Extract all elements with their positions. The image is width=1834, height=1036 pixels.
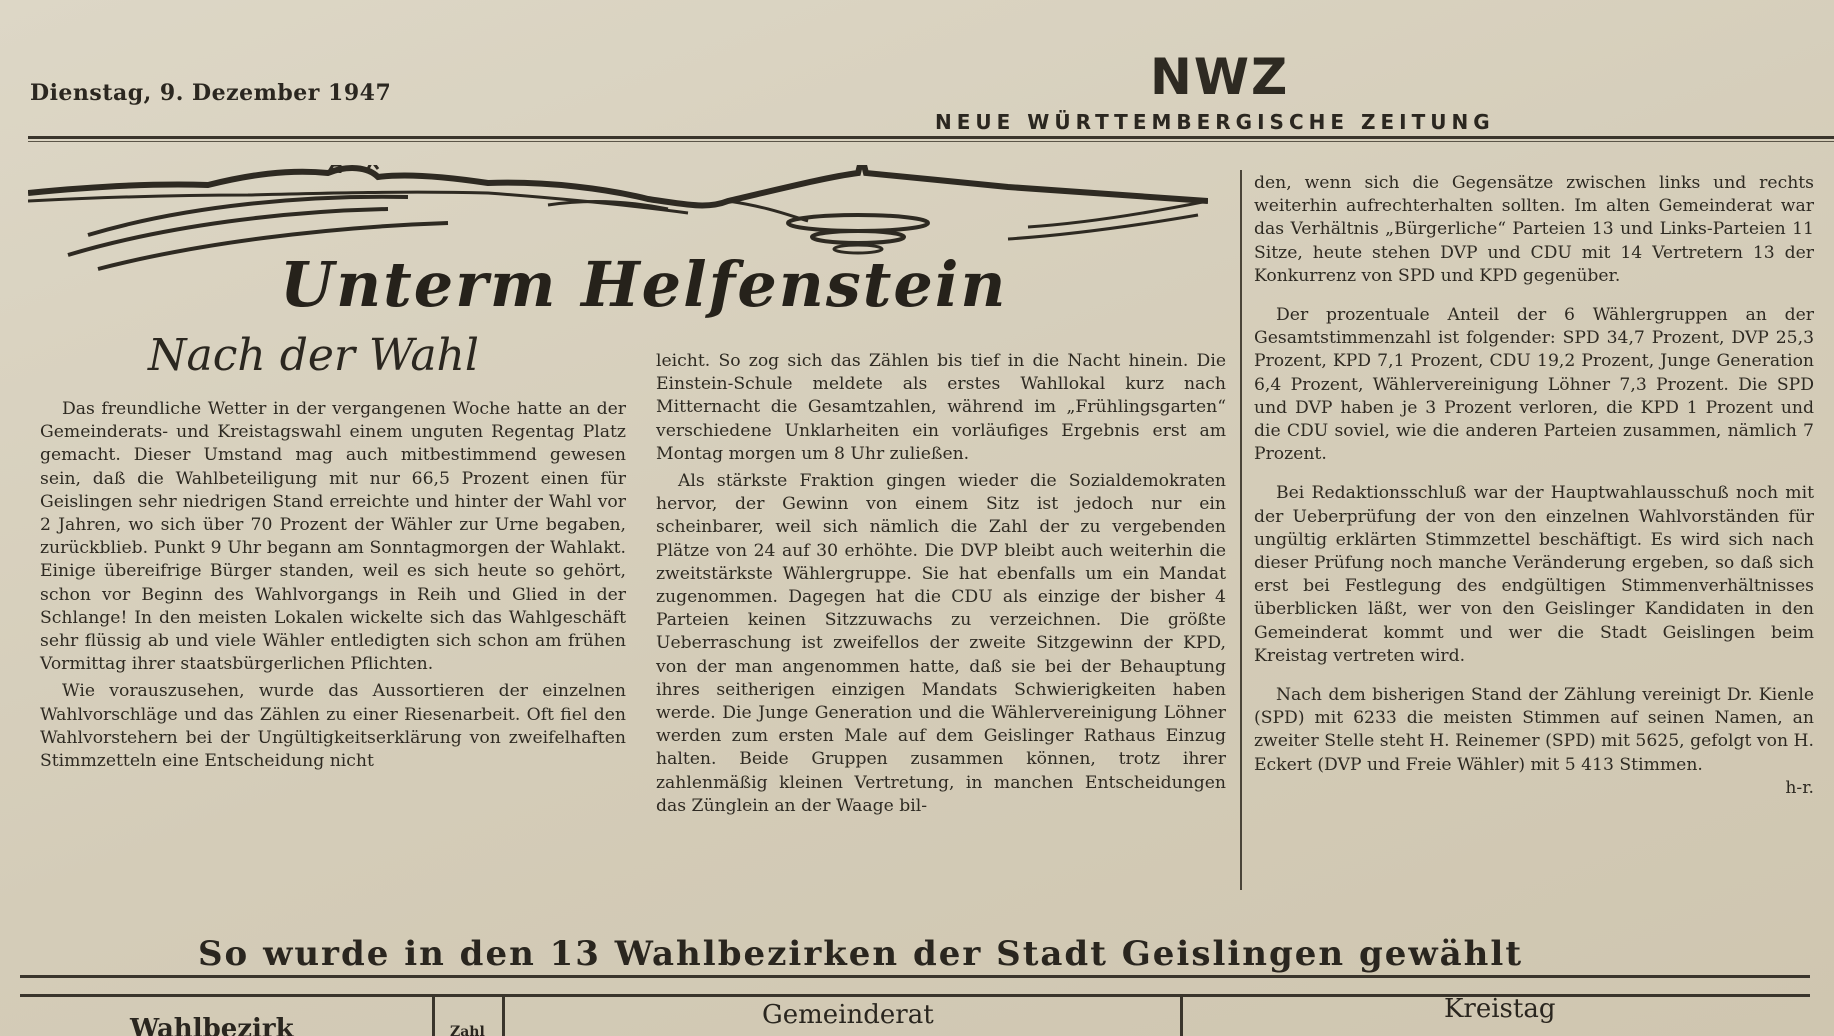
paragraph: leicht. So zog sich das Zählen bis tief in die Nacht hinein. Die Einstein-Schule meldete als erstes Wahllokal kurz nach Mitternacht die Gesamtzahlen, während im „Frühlingsgarten“ verschiedene Unklarheiten ein vorläufiges Ergebnis erst am Montag morgen um 8 Uhr zuließen. [656,351,1226,464]
paragraph: Der prozentuale Anteil der 6 Wählergruppen an der Gesamtstimmenzahl ist folgender: SPD 34,7 Prozent, DVP 25,3 Prozent, KPD 7,1 Prozent, CDU 19,2 Prozent, Junge Generation 6,4 Prozent, Wählervereinigung Löhner 7,3 Prozent. Die SPD und DVP haben je 3 Prozent verloren, die KPD 1 Prozent und die CDU soviel, wie die anderen Parteien zusammen, nämlich 7 Prozent. [1254,305,1814,465]
table-header-wahlbezirk: Wahlbezirk [130,1014,294,1036]
article-column-1 [40,398,626,773]
column-divider [1240,170,1242,890]
table-header-gemeinderat: Gemeinderat [762,1000,934,1030]
table-rule-top [20,975,1810,978]
author-signature: h-r. [1785,777,1814,798]
table-header-zahl: Zahl [450,1024,485,1036]
results-table-title: So wurde in den 13 Wahlbezirken der Stadt Geislingen gewählt [198,934,1524,974]
article-headline: Unterm Helfenstein [280,248,1008,321]
article-subhead: Nach der Wahl [148,330,479,381]
issue-date: Dienstag, 9. Dezember 1947 [30,80,392,106]
paragraph: Nach dem bisherigen Stand der Zählung vereinigt Dr. Kienle (SPD) mit 6233 die meisten Stimmen auf seinen Namen, an zweiter Stelle steht H. Reinemer (SPD) mit 5625, gefolgt von H. Eckert (DVP und Freie Wähler) mit 5 413 Stimmen. [1254,685,1814,775]
paragraph: den, wenn sich die Gegensätze zwischen links und rechts weiterhin aufrechterhalten sollten. Im alten Gemeinderat war das Verhältnis „Bürgerliche“ Parteien 13 und Links-Parteien 11 Sitze, heute stehen DVP und CDU mit 14 Vertretern 13 der Konkurrenz von SPD und KPD gegenüber. [1254,173,1814,286]
paragraph: Das freundliche Wetter in der vergangenen Woche hatte an der Gemeinderats- und Kreistagswahl einem unguten Regentag Platz gemacht. Dieser Umstand mag auch mitbestimmend gewesen sein, daß die Wahlbeteiligung mit nur 66,5 Prozent einen für Geislingen sehr niedrigen Stand erreichte und hinter der Wahl vor 2 Jahren, wo sich über 70 Prozent der Wähler zur Urne begaben, zurückblieb. Punkt 9 Uhr begann am Sonntagmorgen der Wahlakt. Einige übereifrige Bürger standen, weil es sich heute so gehört, schon vor Beginn des Wahlvorgangs in Reih und Glied in der Schlange! In den meisten Lokalen wickelte sich das Wahlgeschäft sehr flüssig ab und viele Wähler entledigten sich schon am frühen Vormittag ihrer staatsbürgerlichen Pflichten. [40,399,626,675]
table-header-kreistag: Kreistag [1444,994,1556,1024]
table-column-divider [1180,994,1183,1036]
article-column-3 [1254,172,1814,800]
paragraph: Als stärkste Fraktion gingen wieder die Sozialdemokraten hervor, der Gewinn von einem Sitz ist jedoch nur ein scheinbarer, weil sich nämlich die Zahl der zu vergebenden Plätze von 24 auf 30 erhöhte. Die DVP bleibt auch weiterhin die zweitstärkste Wählergruppe. Sie hat ebenfalls um ein Mandat zugenommen. Dagegen hat die CDU als einzige der bisher 4 Parteien keinen Sitzzuwachs zu verzeichnen. Die größte Ueberraschung ist zweifellos der zweite Sitzgewinn der KPD, von der man angenommen hatte, daß sie bei der Behauptung ihres seitherigen einzigen Mandats Schwierigkeiten haben werde. Die Junge Generation und die Wählervereinigung Löhner werden zum ersten Male auf dem Geislinger Rathaus Einzug halten. Beide Gruppen zusammen können, trotz ihrer zahlenmäßig kleinen Vertretung, in manchen Entscheidungen das Zünglein an der Waage bil- [656,471,1226,816]
paragraph: Wie vorauszusehen, wurde das Aussortieren der einzelnen Wahlvorschläge und das Zählen zu einer Riesenarbeit. Oft fiel den Wahlvorstehern bei der Ungültigkeitserklärung von zweifelhaften Stimmzetteln eine Entscheidung nicht [40,681,626,772]
article-column-2 [656,350,1226,818]
paragraph: Bei Redaktionsschluß war der Hauptwahlausschuß noch mit der Ueberprüfung der von den einzelnen Wahlvorständen für ungültig erklärten Stimmzettel beschäftigt. Es wird sich nach dieser Prüfung noch manche Veränderung ergeben, so daß sich erst bei Festlegung des endgültigen Stimmenverhältnisses überblicken läßt, wer von den Geislinger Kandidaten in den Gemeinderat kommt und wer die Stadt Geislingen beim Kreistag vertreten wird. [1254,483,1814,666]
newspaper-logo: NWZ [1150,48,1290,106]
newspaper-name: NEUE WÜRTTEMBERGISCHE ZEITUNG [935,110,1495,134]
table-column-divider [502,994,505,1036]
masthead-rule [28,136,1834,139]
table-column-divider [432,994,435,1036]
masthead-rule-thin [28,141,1834,142]
